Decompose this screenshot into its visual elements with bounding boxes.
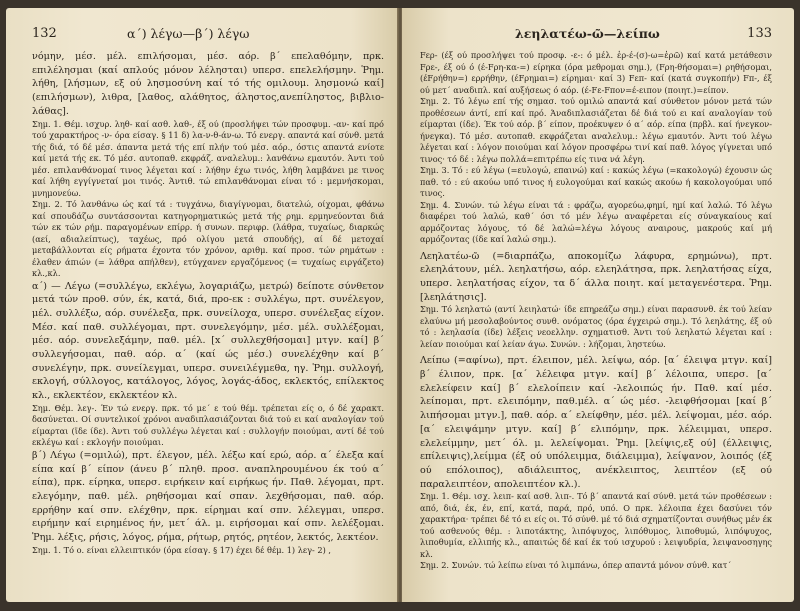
left-page-body [32,50,384,556]
left-page-header [32,26,384,44]
note-paragraph: Σημ. 2. Τό λέγω επί τής σημασ. τού ομιλώ απαντά καί σύνθετον μόνον μετά τών προθέσεων άντί, επί καί πρό. Άναδιπλασιάζεται δέ διά τού ει καί αναλογίαν τού είμαρται (ίδε). Έκ τού αόρ. β΄ είπον, προέκυψεν ό α΄ αόρ. είπα (πρβλ. καί ήνεγκον-ήνεγκα). Τό μέσ. αυτοπαθ. εκφράζεται αναλελυμ.: λέγω εμαυτόν. Άντι τού λέγω λέγεται καί : λόγον ποιούμαι καί λόγον προσφέρω τινί καί παθ. λόγος γίγνεται υπό τινος· τό δέ : λέγω πολλά=επιτρέπω είς τινα νά λέγη. [420,96,772,164]
right-page [402,8,794,602]
entry-paragraph: νόμην, μέσ. μέλ. επιλήσομαι, μέσ. αόρ. β΄ επελαθόμην, πρκ. επιλέλησμαι (καί απλούς μόνον λέλησται) υπερσ. επελελήσμην. Ῥημ. λήθη, [λήσμων, εξ ού λησμοσύνη καί τό τής ομιλουμ. λησμονώ καί] (επιλήσμων), λιθρα, [λαθος, αλάθητος, άληστος,ανεπίληστος, βιβλιο-λάθας]. [32,51,384,117]
right-page-body [420,50,772,572]
running-head: λεηλατέω-ῶ—λείπω [515,26,660,41]
note-paragraph: Σημ. 3. Τό : εύ λέγω (=ευλογώ, επαινώ) καί : κακώς λέγω (=κακολογώ) έχουσιν ώς παθ. τό : εύ ακούω υπό τινος ή ευλογούμαι καί κακώς ακούω ή κακολογούμαι υπό τινος. [420,165,772,198]
note-paragraph: Σημ. Θέμ. λεγ-. Έν τώ ενεργ. πρκ. τό με΄ ε τού θέμ. τρέπεται είς ο, ό δέ χαρακτ. δασύνεται. Οί συντελικοί χρόνοι αναδιπλασιάζονται διά τού ει καί αναλογίαν τού είμαρται (ϊδε ίδε). Άντι τού συλλέγω λέγεται καί : συλλογήν ποιούμαι, αντί δέ τού εκλέγω καί : εκλογήν ποιούμαι. [32,402,384,448]
entry-paragraph: Λείπω (=αφίνω), πρτ. έλειπον, μέλ. λείψω, αόρ. [α΄ έλειψα μτγν. καί] β΄ έλιπον, πρκ. [α΄ λέλειφα μτγν. καί] β΄ λέλοιπα, υπερσ. [α΄ ελελείφειν καί] β΄ ελελοίπειν καί -λελοιπώς ήν. Παθ. καί μέσ. λείπομαι, πρτ. ελειπόμην, παθ.μέλ. α΄ ώς μέσ. -λειφθήσομαι [καί β΄ λιπήσομαι μτγν.], παθ. αόρ. α΄ ελείφθην, μέσ. μέλ. λείψομαι, μέσ. αόρ. [α΄ ελειψάμην μτγν. καί] β΄ ελιπόμην, πρκ. λέλειμμαι, υπερσ. ελελείμμην, μετ΄ όλ. μ. λελείψομαι. Ῥημ. [λείψις,εξ ού] (έλλειψις, επίλειψις),λείμμα (έξ ού υπόλειμμα, διάλειμμα), λείψανον, λοιπός (έξ ού επόλοιπος), αδιάλειπτος, ανέκλειπτος, λειπτέον (εξ ού παραλειπτέον, απολειπτέον κλ.). [420,355,772,490]
note-paragraph: Σημ. 2. Τό λανθάνω ώς καί τά : τυγχάνω, διαγίγνομαι, διατελώ, οίχομαι, φθάνω καί σπουδάζω συντάσσονται κατηγορηματικώς μετά τής ρημ. ερμηνεύονται διά τών εκ τών ρήμ. παραγομένων επίρρ. ή συνων. περιφρ. (λάθρα, τυχαίως, διαρκώς (αεί, αδιαλείπτως), ταχέως, πρό ολίγου μετά σπουδής), αί δέ μετοχαί μεταβάλλονται είς ρήματα έχοντα τόν χρόνον, αριθμ. καί προσ. τών ρημάτων : έλαθεν άπιών (= λάθρα απήλθεν), ετύγχανεν εργαζόμενος (= τυχαίως ειργάζετο) κλ.,κλ. [32,199,384,279]
page-number: 132 [32,26,57,41]
running-head: α΄) λέγω—β΄) λέγω [127,26,250,41]
left-page [6,8,398,602]
entry-paragraph: β΄) Λέγω (=ομιλώ), πρτ. έλεγον, μέλ. λέξω καί ερώ, αόρ. α΄ έλεξα καί είπα καί β΄ είπον (άνευ β΄ πληθ. προσ. αναπληρουμένου έκ τού α΄ είπα), πρκ. είρηκα, υπερσ. ειρήκειν καί ειρήκως ήν. Παθ. λέγομαι, πρτ. ελεγόμην, παθ. μέλ. ρηθήσομαι καί σπαν. λεχθήσομαι, παθ. αόρ. ερρήθην καί σπν. ελέχθην, πρκ. είρημαι καί σπν. λέλεγμαι, υπερσ. ειρήμην καί ειρημένος ήν, μετ΄ άλ. μ. ειρήσομαι καί σπν. λελέξομαι. Ῥημ. λέξις, ρήσις, λόγος, ρήμα, ρήτωρ, ρητός, ρητέον, λεκτός, λεκτέον. [32,449,384,544]
note-paragraph: Fερ- (έξ ού προσλήψει τού προσφ. -ε-: ό μέλ. ἐρ-έ-(σ)-ω=ἐρῶ) καί κατά μετάθεσιν Fρε-, έξ ού ό (έ-Fρη-κα-=) είρηκα (όρα μεθρομαι σημ.), (Fρη-θήσομαι=) ρηθήσομαι, (έFρήθην=) ερρήθην, (έFρημαι=) είρημαι· καί 3) Fεπ- καί (κατά συγκοπήν) Fπ-, έξ ού μετ΄ αναδιπλ. καί αυξήσεως ό αόρ. (έ-Fε-Fπον=έ-ειπον (ποιητ.)=είπον. [420,50,772,95]
note-paragraph: Σημ. 1. Θέμ. ισχ. λειπ- καί ασθ. λιπ-. Τό β΄ απαντά καί σύνθ. μετά τών προθέσεων : από, διά, έκ, έν, επί, κατά, παρά, πρό, υπό. Ο πρκ. λέλοιπα έχει δασύνει τόν χαρακτήρα· τρέπει δέ τό ει είς οι. Τό σύνθ. μέ τό διά σχηματίζονται συνήθως μέν έκ τού ασθενούς θέμ. : λιποτάκτης, λιπόψυχος, λιπόθυμος, λιποθυμώ, λιπόψυχος, λιποθυμία, ελλιπής κλ., απαιτώς δέ καί έκ τού ισχυρού : λειψυδρία, λειψανοσηγης κλ. [420,491,772,559]
note-paragraph: Σημ. 1. Τό ο. είναι ελλειπτικόν (όρα είσαγ. § 17) έχει δέ θέμ. 1) λεγ- 2) , [32,544,332,555]
note-paragraph: Σημ. 2. Συνών. τώ λείπω είναι τό λιμπάνω, όπερ απαντά μόνον σύνθ. κατ΄ [420,560,732,571]
note-paragraph: Σημ. 4. Συνών. τώ λέγω είναι τά : φράζω, αγορεύω,φημί, ηµί καί λαλώ. Τό λέγω διαφέρει τού λαλώ, καθ΄ όσι τό μέν λέγω αναφέρεται είς σύναγκαίους καί αρμόζοντας λόγους, τό δέ λαλώ=λέγω λόγους αναιρους, μακρούς καί μή αρμόζοντας (ίδε καί λαλώ σημ.). [420,199,772,244]
entry-paragraph: Λεηλατέω-ῶ (=διαρπάζω, αποκομίζω λάφυρα, ερημώνω), πρτ. ελεηλάτουν, μέλ. λεηλατήσω, αόρ. ελεηλάτησα, πρκ. λεηλατήσας είχα, υπερσ. λεηλατήσας είχον, τα δ΄ άλλα ποιητ. καί μεταγενέστερα. Ῥημ. [λεηλάτησις]. [420,250,772,303]
note-paragraph: Σημ. Τό λεηλατώ (αντί λειηλατώ· ίδε επηρεάζω σημ.) είναι παρασυνθ. έκ τού λείαν ελαύνω μή μεσολαβούντος συνθ. ονόματος (όρα έγχειρώ σημ.). Τό λεηλάτης, έξ ού τό : λεηλασία (ίδε) λέξεις νεοελλην. σχηματισθ. Άντι τού λεηλατώ λέγεται καί : λείαν ποιούμαι καί λείαν άγω. Συνών. : λήζομαι, ληστεύω. [420,304,772,349]
right-page-header [420,26,772,44]
page-number: 133 [747,26,772,41]
note-paragraph: Σημ. 1. Θέμ. ισχυρ. ληθ- καί ασθ. λαθ-, έξ ού (προσλήψει τών προσφυμ. -αν- καί πρό τού χαρακτήρος -ν- όρα είσαγ. § 11 δ) λα-ν-θ-άν-ω. Τό ενεργ. απαντά καί σύνθ. μετά τής διά, τό δέ μέσ. άπαντα μετά τής επί πλήν τού μέσ. αόρ., όστις απαντά ενίοτε καί μετά τής εκ. Τό μέσ. αυτοπαθ. εκφράζ. αναλελυμ.: λανθάνω εμαυτόν. Άντι τού μέσ. επιλανθάνομαί τινος λέγεται καί : λήθην έχω τινός, λήθη λαμβάνει με τινος καί λήθη εγγίγνεταί μοι τινός. Άντιθ. τώ επιλανθάνομαι είναι τό : μεμνήσκομαι, μνημονεύω. [32,118,384,198]
entry-paragraph: α΄) — Λέγω (=συλλέγω, εκλέγω, λογαριάζω, μετρώ) δείποτε σύνθετον μετά τών προθ. σύν, έκ, κατά, διά, προ-εκ : συλλέγω, πρτ. συνέλεγον, μέλ. συλλέξω, αόρ. συνέλεξα, πρκ. συνείλοχα, υπερσ. συνέλεξας είχον. Μέσ. καί παθ. συλλέγομαι, πρτ. συνελεγόμην, μέσ. μέλ. συλλέξομαι, μέσ. αόρ. συνελεξάμην, παθ. μέλ. [x΄ συλλεχθήσομαι] μτγν. καί] β΄ συλλεγήσομαι, παθ. αόρ. α΄ (καί ώς μέσ.) συνελέχθην καί β΄ συνελέγην, πρκ. συνείλεγμαι, υπερσ. συνειλέγμεθα, ηγ. Ῥημ. συλλογή, εκλογή, σύλλογος, κατάλογος, λόγος, λογάς-άδος, εκλεκτός, επίλεκτος κλ., εκλεκτέον, εκλεκτέον κλ. [32,280,384,402]
